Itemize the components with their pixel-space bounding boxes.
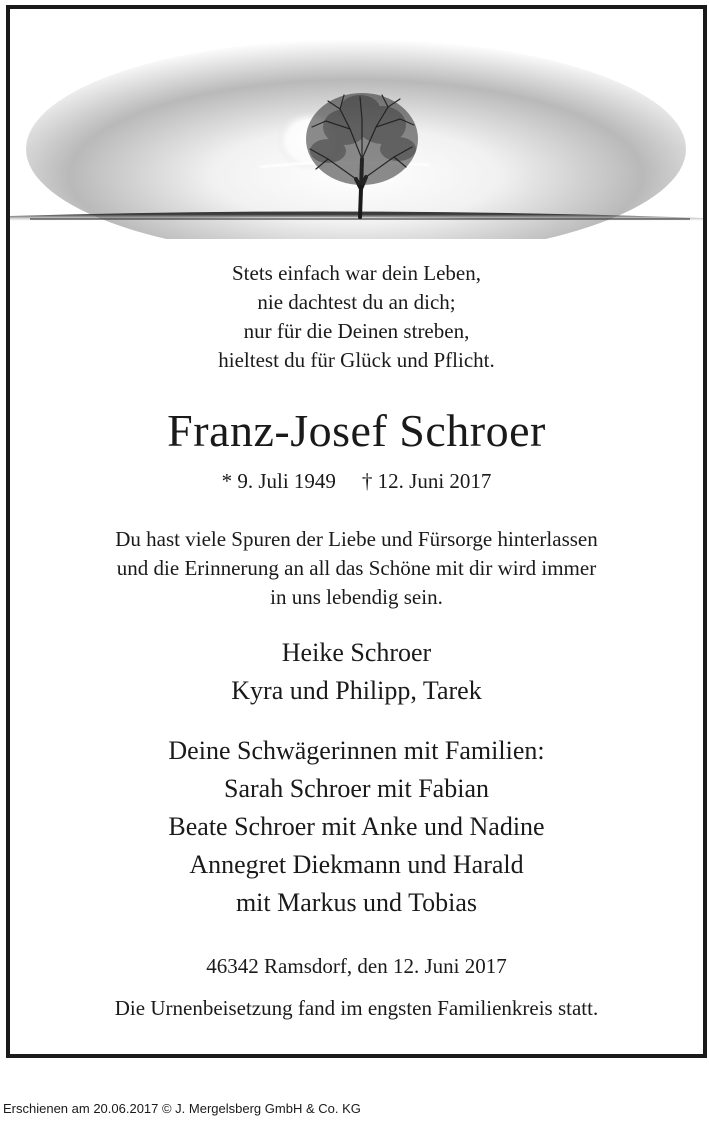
farewell-message bbox=[10, 525, 703, 612]
inlaws-line: Beate Schroer mit Anke und Nadine bbox=[168, 812, 545, 841]
tree-landscape-icon bbox=[10, 9, 703, 239]
verse-line: nie dachtest du an dich; bbox=[257, 290, 456, 314]
birth-date: * 9. Juli 1949 bbox=[221, 469, 336, 493]
death-date: † 12. Juni 2017 bbox=[361, 469, 492, 493]
message-line: und die Erinnerung an all das Schöne mit dir wird immer bbox=[116, 556, 597, 580]
mourner-line: Heike Schroer bbox=[281, 638, 432, 667]
inlaws-line: Annegret Diekmann und Harald bbox=[189, 850, 524, 879]
verse-line: hieltest du für Glück und Pflicht. bbox=[218, 348, 495, 372]
verse-line: Stets einfach war dein Leben, bbox=[232, 261, 481, 285]
life-dates bbox=[10, 467, 703, 495]
message-line: in uns lebendig sein. bbox=[270, 585, 443, 609]
mourners bbox=[10, 634, 703, 710]
burial-note: Die Urnenbeisetzung fand im engsten Familienkreis statt. bbox=[114, 996, 599, 1020]
obituary-content bbox=[10, 259, 703, 1022]
place-date: 46342 Ramsdorf, den 12. Juni 2017 bbox=[206, 954, 507, 978]
inlaws-line: mit Markus und Tobias bbox=[235, 888, 478, 917]
publication-footer: Erschienen am 20.06.2017 © J. Mergelsberg GmbH & Co. KG bbox=[3, 1101, 361, 1116]
inlaws bbox=[10, 732, 703, 922]
message-line: Du hast viele Spuren der Liebe und Fürsorge hinterlassen bbox=[115, 527, 598, 551]
header-image bbox=[10, 9, 703, 239]
inlaws-line: Sarah Schroer mit Fabian bbox=[224, 774, 489, 803]
verse bbox=[10, 259, 703, 375]
mourner-line: Kyra und Philipp, Tarek bbox=[231, 676, 482, 705]
deceased-name: Franz-Josef Schroer bbox=[167, 405, 546, 456]
inlaws-line: Deine Schwägerinnen mit Familien: bbox=[168, 736, 545, 765]
obituary-frame bbox=[6, 5, 707, 1058]
verse-line: nur für die Deinen streben, bbox=[243, 319, 470, 343]
